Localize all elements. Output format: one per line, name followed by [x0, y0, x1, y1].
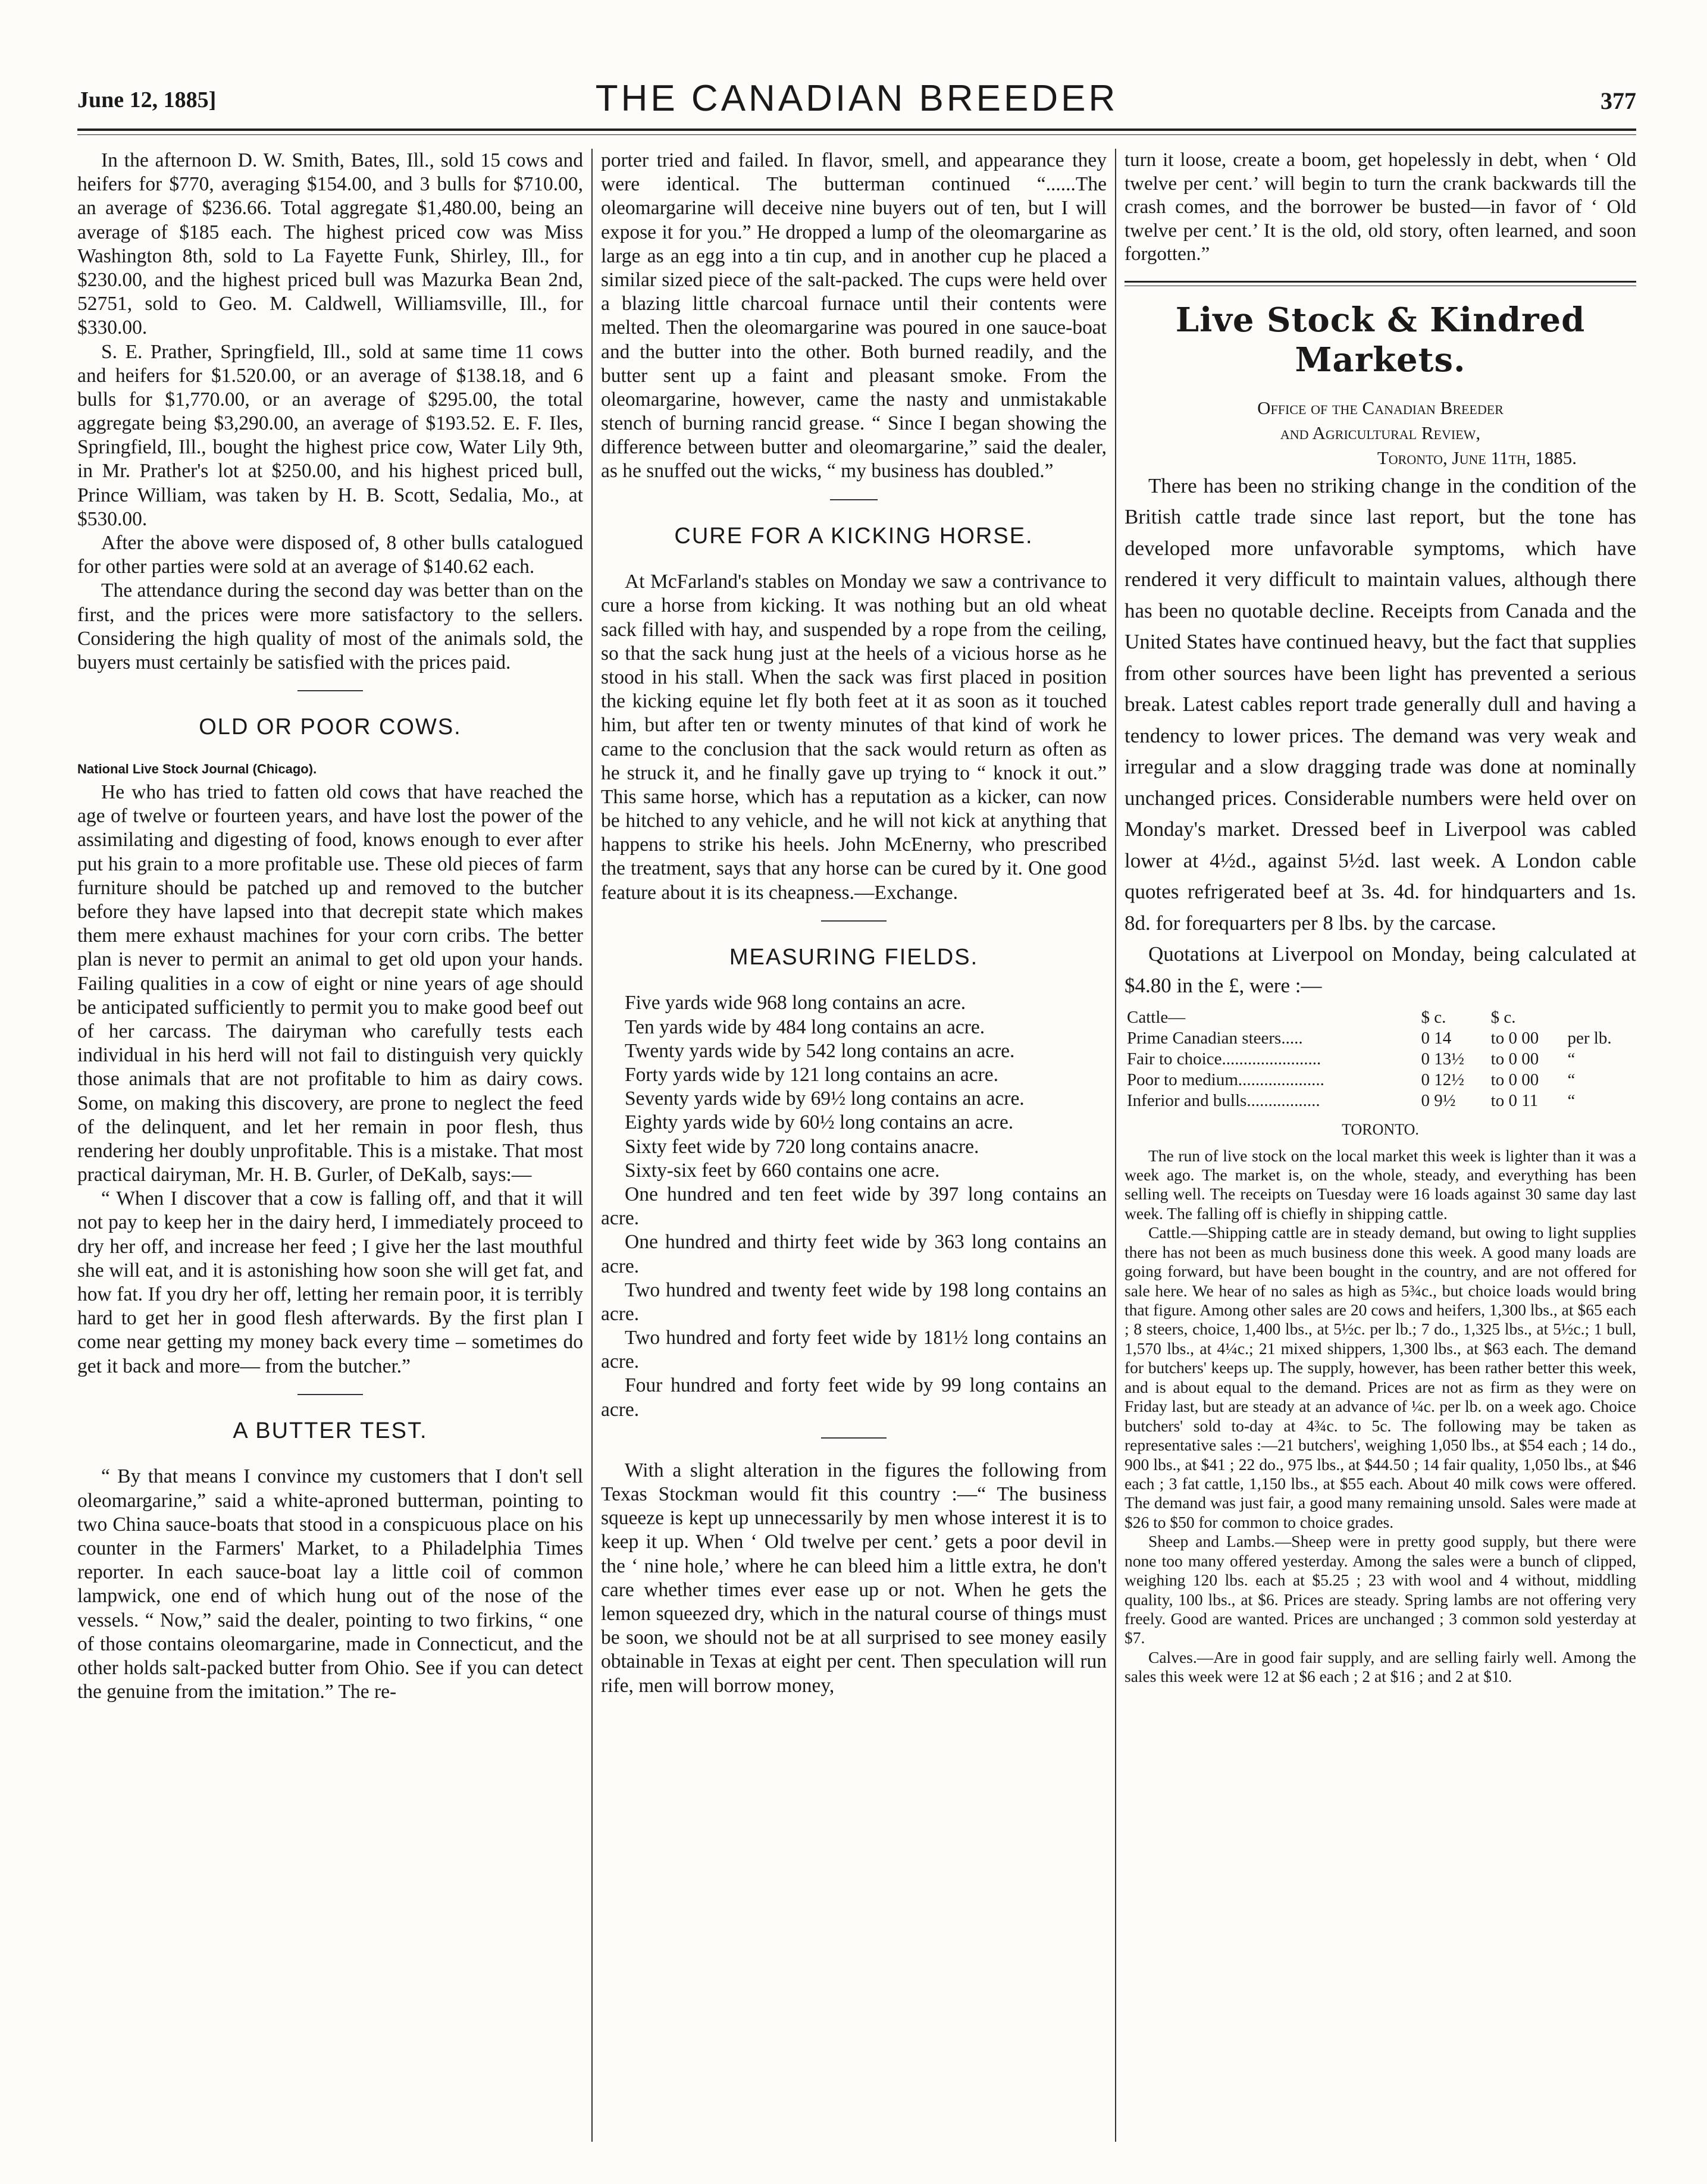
measure-line: Two hundred and twenty feet wide by 198 long contains an acre.	[601, 1279, 1107, 1325]
subheading-toronto: TORONTO.	[1342, 1121, 1419, 1139]
paragraph: “ By that means I convince my customers that I don't sell oleomargarine,” said a white-aproned butterman, pointing to two China sauce-boats that stood in a conspicuous place on his counter in the Farmers' Market, to a Philadelphia Times reporter. In each sauce-boat lay a little coil of common lampwick, one end of which hung out of the nose of the vessels. “ Now,” said the dealer, pointing to two firkins, “ one of those contains oleomargarine, made in Connecticut, and the other holds salt-packed butter from Ohio. See if you can detect the genuine from the imitation.” The re-	[77, 1465, 583, 1703]
table-cell: to 0 11	[1490, 1091, 1539, 1110]
measure-line: Forty yards wide by 121 long contains an acre.	[625, 1064, 998, 1086]
column-divider	[1115, 149, 1116, 2142]
office-line: and Agricultural Review,	[1280, 422, 1481, 444]
paragraph: “ When I discover that a cow is falling off, and that it will not pay to keep her in the dairy herd, I immediately proceed to dry her off, and increase her feed ; I give her the last mouthful she will eat, and it is astonishing how soon she will get fat, and how fat. If you dry her off, letting her remain poor, it is terribly hard to get her in good flesh afterwards. By the first plan I come near getting my money back every time – sometimes do get it back and more— from the butcher.”	[77, 1187, 583, 1377]
table-header-cell: $ c.	[1421, 1008, 1446, 1027]
table-cell: Prime Canadian steers.....	[1127, 1029, 1303, 1048]
table-header-cell: $ c.	[1490, 1008, 1516, 1027]
liverpool-quotations-table	[1125, 1007, 1636, 1111]
table-cell: 0 12½	[1421, 1070, 1465, 1089]
table-row	[1125, 1091, 1636, 1111]
table-header-row	[1125, 1007, 1636, 1028]
paragraph: He who has tried to fatten old cows that have reached the age of twelve or fourteen years, and have lost the power of the assimilating and digesting of food, knows enough to ever after put his grain to a more profitable use. These old pieces of farm furniture should be patched up and removed to the butcher before they have lapsed into that decrepit state which makes them mere exhaust machines for your corn cribs. The better plan is never to permit an animal to get old upon your hands. Failing qualities in a cow of eight or nine years of age should be anticipated sufficiently to permit you to make good beef out of her carcass. The dairyman who carefully tests each individual in his herd will not fail to distinguish very quickly those animals that are not profitable to him as dairy cows. Some, on making this discovery, are prone to neglect the feed of the delinquent, and let her remain in poor flesh, thus rendering her doubly unprofitable. This is a mistake. That most practical dairyman, Mr. H. B. Gurler, of DeKalb, says:—	[77, 781, 583, 1186]
heading-live-stock-markets: Live Stock & Kindred Markets.	[1175, 300, 1586, 380]
measure-line: Sixty-six feet by 660 contains one acre.	[625, 1159, 940, 1182]
table-row	[1125, 1070, 1636, 1091]
paragraph: The run of live stock on the local market this week is lighter than it was a week ago. The market is, on the whole, steady, and everything has been selling well. The receipts on Tuesday were 16 loads against 30 same day last week. The falling off is chiefly in shipping cattle.	[1125, 1146, 1636, 1223]
masthead-rule	[77, 129, 1636, 135]
column-2	[601, 149, 1107, 2142]
table-cell: 0 9½	[1421, 1091, 1456, 1110]
table-cell: “	[1567, 1070, 1576, 1089]
paragraph: S. E. Prather, Springfield, Ill., sold at same time 11 cows and heifers for $1.520.00, or an average of $138.18, and 6 bulls for $1,770.00, or an average of $295.00, the total aggregate being $3,290.00, an average of $193.52. E. F. Iles, Springfield, Ill., bought the highest price cow, Water Lily 9th, in Mr. Prather's lot at $250.00, and his highest priced bull, Prince William, was taken by H. B. Scott, Sedalia, Mo., at $530.00.	[77, 340, 583, 530]
table-row	[1125, 1049, 1636, 1070]
section-rule	[1125, 281, 1636, 286]
paragraph: There has been no striking change in the condition of the British cattle trade since last report, but the tone has developed more unfavorable symptoms, which have rendered it very difficult to maintain values, although there has been no quotable decline. Receipts from Canada and the United States have continued heavy, but the fact that supplies from other sources have been light has prevented a serious break. Latest cables report trade generally dull and having a tendency to lower prices. The demand was very weak and irregular and a slow dragging trade was done at nominally unchanged prices. Considerable numbers were held over on Monday's market. Dressed beef in Liverpool was cabled lower at 4½d., against 5½d. last week. A London cable quotes refrigerated beef at 3s. 4d. for hindquarters and 1s. 8d. for forequarters per 8 lbs. by the carcase.	[1125, 474, 1636, 935]
measure-line: Two hundred and forty feet wide by 181½ long contains an acre.	[601, 1327, 1107, 1373]
paragraph: At McFarland's stables on Monday we saw a contrivance to cure a horse from kicking. It was nothing but an old wheat sack filled with hay, and suspended by a rope from the ceiling, so that the sack hung just at the heels of a vicious horse as he stood in his stall. When the sack was first placed in position the kicking equine let fly both feet at it as soon as it touched him, but after ten or twenty minutes of that kind of work he came to the conclusion that the sack would return as often as he struck it, and he finally gave up trying to “ knock it out.” This same horse, which has a reputation as a kicker, can now be hitched to any vehicle, and he will not kick at anything that happens to strike his heels. John McEnerny, who prescribed the treatment, says that any horse can be cured by it. One good feature about it is its cheapness.—Exchange.	[601, 571, 1107, 904]
paragraph: After the above were disposed of, 8 other bulls catalogued for other parties were sold at an average of $140.62 each.	[77, 532, 583, 578]
column-1	[77, 149, 583, 2142]
column-divider	[591, 149, 593, 2142]
table-cell: per lb.	[1567, 1029, 1612, 1048]
table-header-cell: Cattle—	[1127, 1008, 1186, 1027]
article-source: National Live Stock Journal (Chicago).	[77, 761, 317, 776]
section-rule	[297, 1394, 363, 1395]
office-line: Office of the Canadian Breeder	[1257, 397, 1504, 419]
measure-line: One hundred and ten feet wide by 397 long contains an acre.	[601, 1183, 1107, 1230]
measure-line: Twenty yards wide by 542 long contains an acre.	[625, 1039, 1015, 1062]
paragraph: In the afternoon D. W. Smith, Bates, Ill., sold 15 cows and heifers for $770, averaging $154.00, and 3 bulls for $710.00, an average of $236.66. Total aggregate $1,480.00, being an average of $185 each. The highest priced cow was Miss Washington 8th, sold to La Fayette Funk, Shirley, Ill., for $230.00, and the highest priced bull was Mazurka Bean 2nd, 52751, sold to Geo. M. Caldwell, Williamsville, Ill., for $330.00.	[77, 149, 583, 339]
paragraph-sheep-lambs: Sheep and Lambs.—Sheep were in pretty good supply, but there were none too many offered yesterday. Among the sales were a bunch of clipped, weighing 120 lbs. each at $5.25 ; 23 with wool and 4 without, middling quality, 100 lbs., at $6. Prices are steady. Spring lambs are not offering very freely. Good are wanted. Prices are unchanged ; 3 common sold yesterday at $7.	[1125, 1532, 1636, 1647]
measure-line: Sixty feet wide by 720 long contains anacre.	[625, 1135, 979, 1158]
heading-old-or-poor-cows: OLD OR POOR COWS.	[199, 715, 462, 740]
masthead	[77, 71, 1636, 125]
table-cell: to 0 00	[1490, 1049, 1539, 1069]
issue-date: June 12, 1885]	[77, 87, 217, 112]
section-rule	[830, 499, 878, 500]
paragraph: The attendance during the second day was better than on the first, and the prices were more satisfactory to the sellers. Considering the high quality of most of the animals sold, the buyers must certainly be satisfied with the prices paid.	[77, 579, 583, 673]
heading-measuring-fields: MEASURING FIELDS.	[729, 944, 979, 970]
section-rule	[821, 1437, 887, 1439]
newspaper-title: THE CANADIAN BREEDER	[595, 78, 1119, 119]
table-cell: Poor to medium....................	[1127, 1070, 1324, 1089]
heading-butter-test: A BUTTER TEST.	[233, 1418, 428, 1443]
table-cell: 0 13½	[1421, 1049, 1465, 1069]
measure-line: One hundred and thirty feet wide by 363 long contains an acre.	[601, 1231, 1107, 1277]
table-cell: Fair to choice.......................	[1127, 1049, 1321, 1069]
newspaper-page	[77, 71, 1636, 2142]
paragraph-calves: Calves.—Are in good fair supply, and are selling fairly well. Among the sales this week were 12 at $6 each ; 2 at $16 ; and 2 at $10.	[1125, 1647, 1636, 1686]
heading-cure-kicking-horse: CURE FOR A KICKING HORSE.	[674, 523, 1033, 549]
measure-line: Four hundred and forty feet wide by 99 long contains an acre.	[601, 1374, 1107, 1421]
paragraph: turn it loose, create a boom, get hopelessly in debt, when ‘ Old twelve per cent.’ will begin to turn the crank backwards till the crash comes, and the borrower be busted—in favor of ‘ Old twelve per cent.’ It is the old, old story, often learned, and soon forgotten.”	[1125, 149, 1636, 265]
section-rule	[821, 920, 887, 922]
page-number: 377	[1600, 87, 1636, 114]
measure-line: Seventy yards wide by 69½ long contains an acre.	[625, 1088, 1025, 1110]
table-cell: “	[1567, 1049, 1576, 1069]
table-cell: to 0 00	[1490, 1029, 1539, 1048]
table-cell: “	[1567, 1091, 1576, 1110]
measure-line: Ten yards wide by 484 long contains an acre.	[625, 1016, 985, 1038]
paragraph-cattle: Cattle.—Shipping cattle are in steady demand, but owing to light supplies there has not been as much business done this week. A good many loads are going forward, but have been bought in the country, and are not offered for sale here. We hear of no sales as high as 5¾c., but choice loads would bring that figure. Among other sales are 20 cows and heifers, 1,300 lbs., at $65 each ; 8 steers, choice, 1,400 lbs., at 5½c. per lb.; 7 do., 1,325 lbs., at 5½c.; 1 bull, 1,570 lbs., at 4¼c.; 21 mixed shippers, 1,300 lbs., at $63 each. The demand for butchers' keeps up. The supply, however, has been rather better this week, and is about equal to the demand. Prices are not as firm as they were on Friday last, but are steady at an advance of ¼c. per lb. on a week ago. Choice butchers' sold to-day at 4¾c. to 5c. The following may be taken as representative sales :—21 butchers', weighing 1,050 lbs., at $54 each ; 14 do., 900 lbs., at $41 ; 22 do., 975 lbs., at $44.50 ; 14 fair quality, 1,050 lbs., at $46 each ; 3 fat cattle, 1,150 lbs., at $55 each. About 40 milk cows were offered. The demand was just fair, a good many remaining unsold. Sales were made at $26 to $50 for common to choice grades.	[1125, 1223, 1636, 1531]
table-cell: Inferior and bulls.................	[1127, 1091, 1320, 1110]
table-cell: 0 14	[1421, 1029, 1452, 1048]
paragraph: porter tried and failed. In flavor, smell, and appearance they were identical. The butterman continued “......The oleomargarine will deceive nine buyers out of ten, but I will expose it for you.” He dropped a lump of the oleomargarine as large as an egg into a tin cup, and in another cup he placed a similar sized piece of the salt-packed. The cups were held over a blazing little charcoal furnace until their contents were melted. Then the oleomargarine was poured in one sauce-boat and the butter into the other. Both burned readily, and the butter sent up a faint and pleasant smoke. From the oleomargarine, however, came the nasty and unmistakable stench of burning rancid grease. “ Since I began showing the difference between butter and oleomargarine,” said the dealer, as he snuffed out the wicks, “ my business has doubled.”	[601, 149, 1107, 482]
section-rule	[297, 690, 363, 691]
table-cell: to 0 00	[1490, 1070, 1539, 1089]
paragraph: With a slight alteration in the figures the following from Texas Stockman would fit this country :—“ The business squeeze is kept up unnecessarily by men whose interest it is to keep it up. When ‘ Old twelve per cent.’ gets a poor devil in the ‘ nine hole,’ where he can bleed him a little extra, he don't care whether times ever ease up or not. When he gets the lemon squeezed dry, which in the natural course of things must be soon, we should not be at all surprised to see money easily obtainable in Texas at eight per cent. Then speculation will run rife, men will borrow money,	[601, 1459, 1107, 1697]
table-row	[1125, 1028, 1636, 1049]
office-date: Toronto, June 11th, 1885.	[1377, 447, 1577, 469]
measure-line: Eighty yards wide by 60½ long contains an acre.	[625, 1111, 1014, 1134]
column-3	[1125, 149, 1636, 2142]
paragraph: Quotations at Liverpool on Monday, being calculated at $4.80 in the £, were :—	[1125, 942, 1636, 997]
measure-line: Five yards wide 968 long contains an acre.	[625, 992, 966, 1014]
office-dateline	[1125, 396, 1636, 471]
